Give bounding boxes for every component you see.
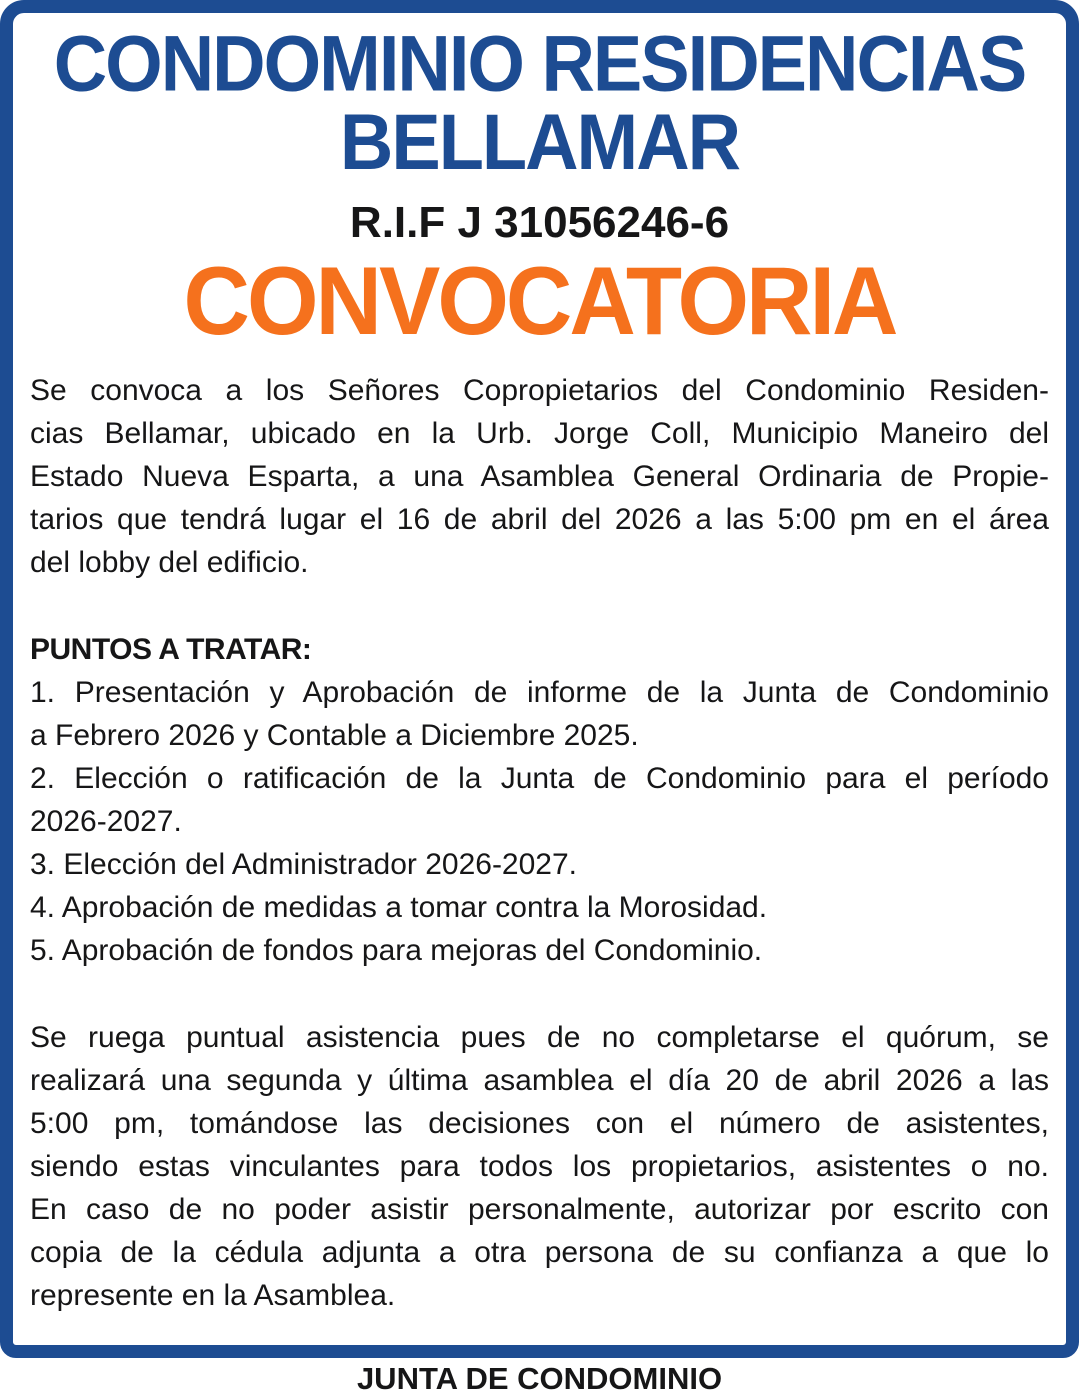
intro-line: tarios que tendrá lugar el 16 de abril del 2026 a las 5:00 pm en el área xyxy=(30,503,1049,536)
agenda-item xyxy=(30,757,1049,843)
closing-line: copia de la cédula adjunta a otra persona de su confianza a que lo xyxy=(30,1236,1049,1269)
closing-line: realizará una segunda y última asamblea el día 20 de abril 2026 a las xyxy=(30,1064,1049,1097)
notice-title-line-2: BELLAMAR xyxy=(339,98,740,187)
closing-line: En caso de no poder asistir personalmente, autorizar por escrito con xyxy=(30,1193,1049,1226)
intro-paragraph xyxy=(30,369,1049,584)
agenda-item-line: 4. Aprobación de medidas a tomar contra la Morosidad. xyxy=(30,891,768,924)
notice-title-line-1: CONDOMINIO RESIDENCIAS xyxy=(53,19,1026,108)
agenda-item-line: 3. Elección del Administrador 2026-2027. xyxy=(30,848,578,881)
notice-title xyxy=(30,19,1049,187)
agenda-item xyxy=(30,843,1049,886)
agenda-section xyxy=(30,628,1049,972)
agenda-item xyxy=(30,929,1049,972)
intro-line: cias Bellamar, ubicado en la Urb. Jorge Coll, Municipio Maneiro del xyxy=(30,417,1049,450)
spacer xyxy=(30,584,1049,628)
closing-line: represente en la Asamblea. xyxy=(30,1279,396,1312)
agenda-item xyxy=(30,886,1049,929)
rif-number: R.I.F J 31056246-6 xyxy=(349,198,730,247)
closing-line: siendo estas vinculantes para todos los propietarios, asistentes o no. xyxy=(30,1150,1049,1183)
signature-junta: JUNTA DE CONDOMINIO xyxy=(356,1361,723,1396)
agenda-item-line: 1. Presentación y Aprobación de informe de la Junta de Condominio xyxy=(30,676,1049,709)
spacer xyxy=(30,972,1049,1016)
notice-body xyxy=(30,369,1049,1400)
agenda-item-line: 2026-2027. xyxy=(30,805,182,838)
intro-line: Estado Nueva Esparta, a una Asamblea General Ordinaria de Propie- xyxy=(30,460,1049,493)
agenda-item-line: 2. Elección o ratificación de la Junta de Condominio para el período xyxy=(30,762,1049,795)
agenda-item-line: 5. Aprobación de fondos para mejoras del Condominio. xyxy=(30,934,763,967)
intro-line: Se convoca a los Señores Copropietarios del Condominio Residen- xyxy=(30,374,1049,407)
convocatoria-headline: CONVOCATORIA xyxy=(183,247,896,355)
closing-paragraph xyxy=(30,1016,1049,1317)
agenda-item-line: a Febrero 2026 y Contable a Diciembre 2025. xyxy=(30,719,639,752)
intro-line: del lobby del edificio. xyxy=(30,546,309,579)
agenda-item xyxy=(30,671,1049,757)
closing-line: 5:00 pm, tomándose las decisiones con el número de asistentes, xyxy=(30,1107,1049,1140)
closing-line: Se ruega puntual asistencia pues de no completarse el quórum, se xyxy=(30,1021,1049,1054)
agenda-heading: PUNTOS A TRATAR: xyxy=(30,633,312,666)
